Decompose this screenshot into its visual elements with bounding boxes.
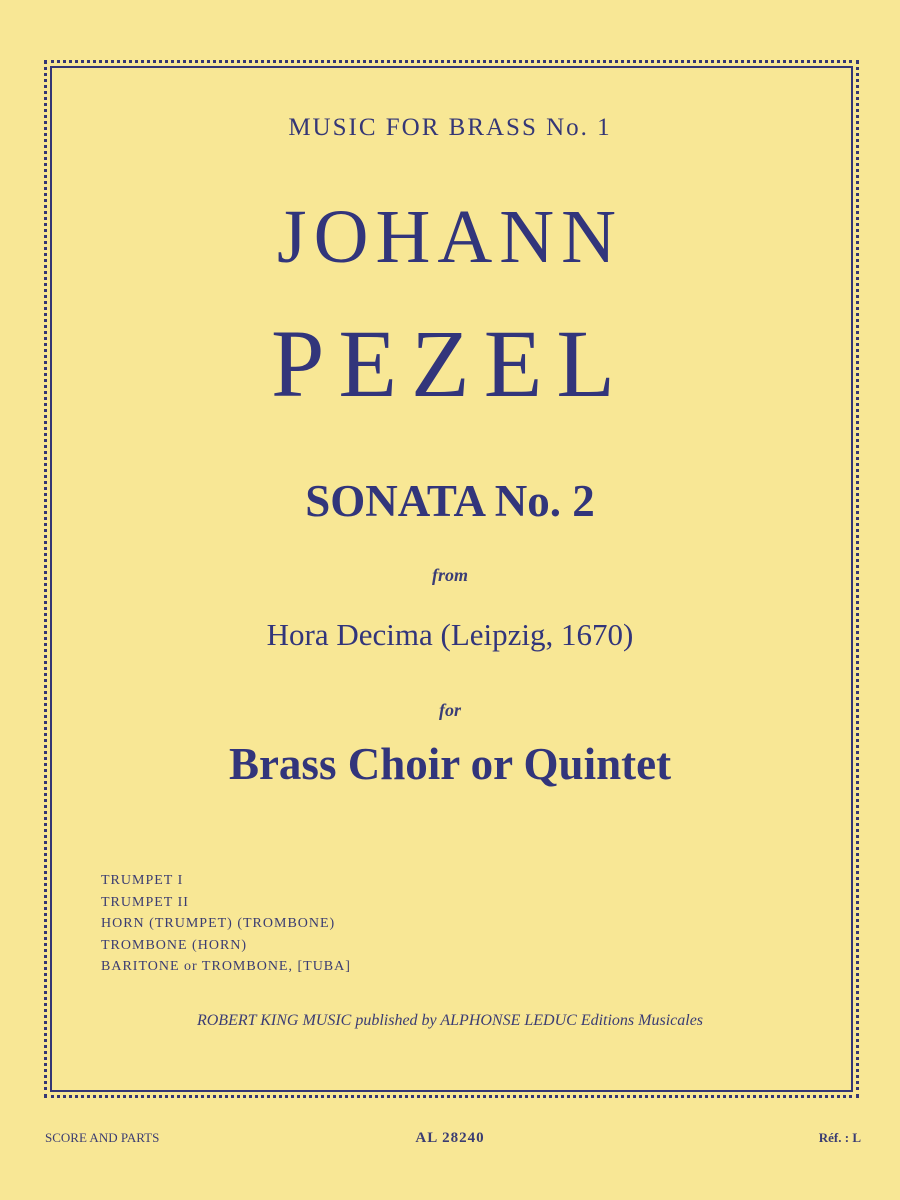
source-title: Hora Decima (Leipzig, 1670) — [266, 617, 634, 652]
composer-first-name: JOHANN — [277, 195, 623, 279]
publisher-line: ROBERT KING MUSIC published by ALPHONSE LEDUC Editions Musicales — [196, 1012, 704, 1029]
part-horn: HORN (TRUMPET) (TROMBONE) — [101, 916, 336, 931]
footer-reference: Réf. : L — [818, 1130, 861, 1145]
part-baritone: BARITONE or TROMBONE, [TUBA] — [101, 959, 351, 974]
footer-catalog-number: AL 28240 — [415, 1130, 485, 1146]
parts-list — [101, 870, 351, 978]
for-label: for — [439, 700, 461, 720]
part-trumpet-1: TRUMPET I — [101, 873, 184, 888]
from-label: from — [432, 565, 468, 585]
part-trumpet-2: TRUMPET II — [101, 894, 189, 910]
part-trombone: TROMBONE (HORN) — [101, 937, 248, 953]
instrumentation-title: Brass Choir or Quintet — [228, 739, 672, 789]
series-title: MUSIC FOR BRASS No. 1 — [288, 114, 612, 141]
footer-score-and-parts: SCORE AND PARTS — [45, 1130, 160, 1145]
work-title: SONATA No. 2 — [305, 476, 595, 526]
composer-last-name: PEZEL — [271, 310, 629, 417]
